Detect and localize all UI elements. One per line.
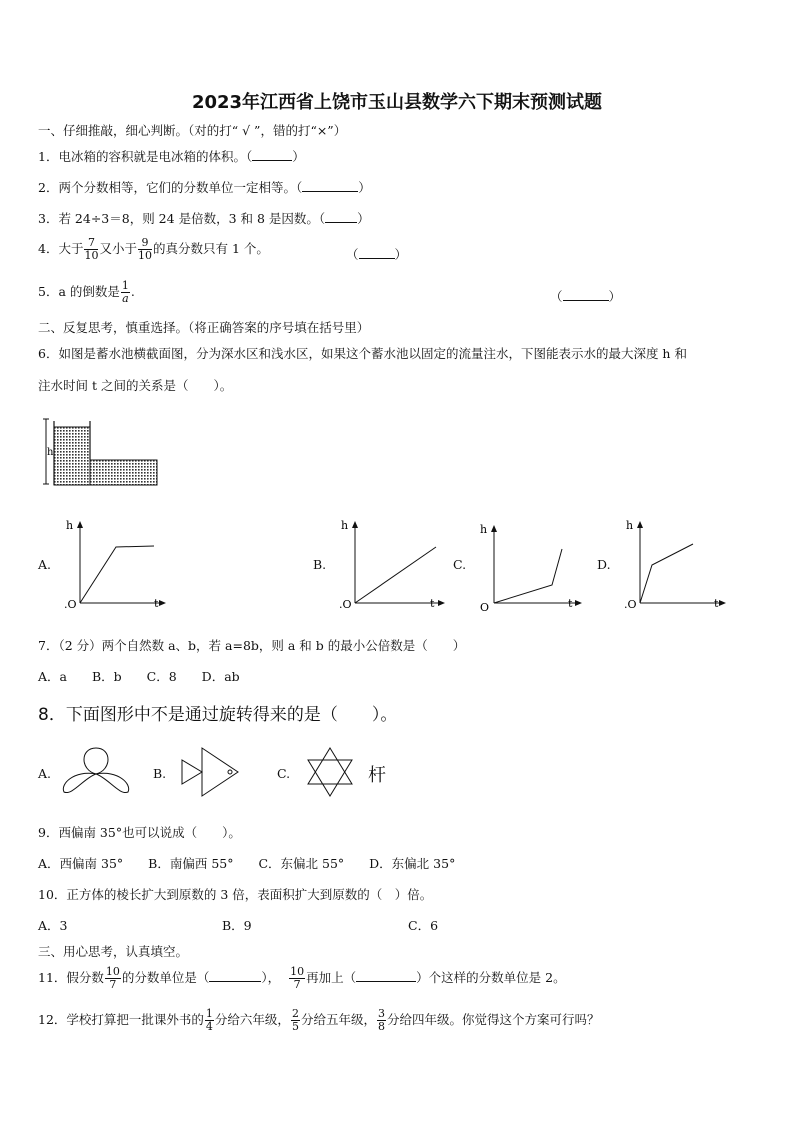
origin: O (342, 598, 352, 611)
denominator: 4 (205, 1020, 213, 1033)
question-10-option-a: A．3 (38, 918, 68, 933)
fraction (289, 966, 305, 991)
graph-option-a (58, 515, 168, 615)
origin-label: .O (64, 598, 77, 611)
question-3 (38, 209, 370, 227)
fraction (105, 966, 121, 991)
question-6-line-1: 6．如图是蓄水池横截面图，分为深水区和浅水区，如果这个蓄水池以固定的流量注水，下图能表示水的最大深度 h 和 (38, 346, 687, 361)
denominator: 10 (84, 249, 99, 262)
denominator: 7 (109, 978, 117, 991)
question-3-text: 3．若 24÷3＝8，则 24 是倍数，3 和 8 是因数。（ (38, 211, 326, 226)
axis-label-t: t (154, 597, 159, 610)
fraction (121, 280, 130, 305)
numerator: 7 (84, 237, 98, 250)
question-11-text: 再加上（ (306, 970, 357, 985)
question-12-text: 分给六年级， (214, 1012, 290, 1027)
question-4-text: 4．大于 (38, 241, 84, 256)
answer-blank[interactable] (252, 148, 292, 161)
question-4-answer (346, 245, 407, 263)
question-1 (38, 147, 305, 165)
page-title: 2023年江西省上饶市玉山县数学六下期末预测试题 (191, 92, 603, 113)
question-11 (38, 966, 566, 991)
question-5-text: 5．a 的倒数是 (38, 284, 120, 299)
q8-option-c-label: C. (277, 766, 291, 781)
question-9: 9．西偏南 35°也可以说成（ ）。 (38, 825, 241, 840)
question-6-line-2: 注水时间 t 之间的关系是（ ）。 (38, 378, 233, 393)
numerator: 1 (121, 279, 129, 292)
axis-label-h: h (480, 523, 488, 536)
depth-label: h (47, 447, 54, 458)
numerator: 1 (205, 1007, 213, 1020)
question-1-text: 1．电冰箱的容积就是电冰箱的体积。（ (38, 149, 253, 164)
origin: O (627, 598, 637, 611)
answer-blank[interactable] (302, 179, 358, 192)
answer-blank[interactable] (563, 288, 609, 301)
fraction (291, 1008, 300, 1033)
question-10: 10．正方体的棱长扩大到原数的 3 倍，表面积扩大到原数的（ ）倍。 (38, 887, 433, 902)
denominator: a (122, 292, 129, 305)
question-5-text: . (130, 284, 135, 299)
character-figure: 杆 (368, 765, 386, 786)
three-petal-figure (62, 746, 130, 798)
question-5 (38, 280, 135, 305)
paren-open: （ (550, 289, 563, 304)
section-heading-1: 一、仔细推敲，细心判断。（对的打“ √ ”，错的打“×”） (38, 123, 347, 138)
axis-label-h: h (66, 519, 74, 532)
axis-label-h: h (341, 519, 349, 532)
numerator: 10 (105, 965, 120, 978)
question-11-text: 的分数单位是（ (121, 970, 210, 985)
section-heading-3: 三、用心思考，认真填空。 (38, 944, 189, 959)
graph-option-c (476, 515, 586, 615)
numerator: 2 (291, 1007, 299, 1020)
axis-label-t: t (568, 597, 573, 610)
origin-label: .O (624, 598, 637, 611)
paren-close: ） (608, 289, 622, 304)
question-8: 8．下面图形中不是通过旋转得来的是（ ）。 (38, 705, 398, 725)
question-4-text: 又小于 (99, 241, 137, 256)
graph-option-b (333, 515, 448, 615)
question-4-text: 的真分数只有 1 个。 (152, 241, 269, 256)
graph-option-d (618, 515, 730, 615)
question-12 (38, 1008, 599, 1033)
question-12-text: 分给四年级。你觉得这个方案可行吗？ (386, 1012, 600, 1027)
fraction (377, 1008, 386, 1033)
fraction (84, 237, 98, 262)
denominator: 7 (293, 978, 301, 991)
numerator: 9 (138, 237, 152, 250)
axis-label-t: t (714, 597, 719, 610)
denominator: 5 (291, 1020, 299, 1033)
question-9-options: A．西偏南 35° B．南偏西 55° C．东偏北 55° D．东偏北 35° (38, 856, 456, 871)
answer-blank[interactable] (359, 246, 395, 259)
paren-close: ） (358, 180, 371, 195)
question-10-option-c: C．6 (408, 918, 439, 933)
denominator: 8 (377, 1020, 385, 1033)
section-heading-2: 二、反复思考，慎重选择。（将正确答案的序号填在括号里） (38, 320, 370, 335)
q8-option-b-label: B. (153, 766, 167, 781)
origin-label: .O (339, 598, 352, 611)
fraction (138, 237, 152, 262)
axis-label-h: h (626, 519, 634, 532)
origin: O (67, 598, 77, 611)
six-pointed-star-figure (304, 746, 356, 798)
pool-cross-section-diagram (42, 415, 162, 490)
question-2-text: 2．两个分数相等，它们的分数单位一定相等。（ (38, 180, 303, 195)
option-c-label: C. (453, 557, 467, 572)
question-12-text: 分给五年级， (300, 1012, 376, 1027)
paren-close: ） (292, 149, 305, 164)
axis-label-t: t (430, 597, 435, 610)
option-d-label: D. (597, 557, 611, 572)
question-5-answer (550, 287, 621, 305)
origin: O (480, 601, 490, 614)
question-4 (38, 237, 269, 262)
question-2 (38, 178, 371, 196)
numerator: 3 (377, 1007, 385, 1020)
question-10-option-b: B．9 (222, 918, 252, 933)
paren-close: ） (394, 247, 408, 262)
answer-blank[interactable] (356, 969, 416, 982)
numerator: 10 (290, 965, 305, 978)
answer-blank[interactable] (325, 210, 357, 223)
question-12-text: 12．学校打算把一批课外书的 (38, 1012, 204, 1027)
fraction (205, 1008, 214, 1033)
question-7-options: A．a B．b C．8 D．ab (38, 669, 240, 684)
option-a-label: A. (38, 557, 52, 572)
denominator: 10 (137, 249, 152, 262)
option-b-label: B. (313, 557, 327, 572)
q8-option-a-label: A. (38, 766, 52, 781)
answer-blank[interactable] (209, 969, 261, 982)
question-11-text: ）个这样的分数单位是 2。 (416, 970, 566, 985)
triangle-arrow-figure (176, 746, 244, 798)
question-11-text: ）， (261, 970, 281, 985)
question-11-text: 11．假分数 (38, 970, 104, 985)
paren-open: （ (346, 247, 359, 262)
paren-close: ） (357, 211, 370, 226)
question-7: 7．（2 分）两个自然数 a、b，若 a=8b，则 a 和 b 的最小公倍数是（ ） (38, 638, 466, 653)
